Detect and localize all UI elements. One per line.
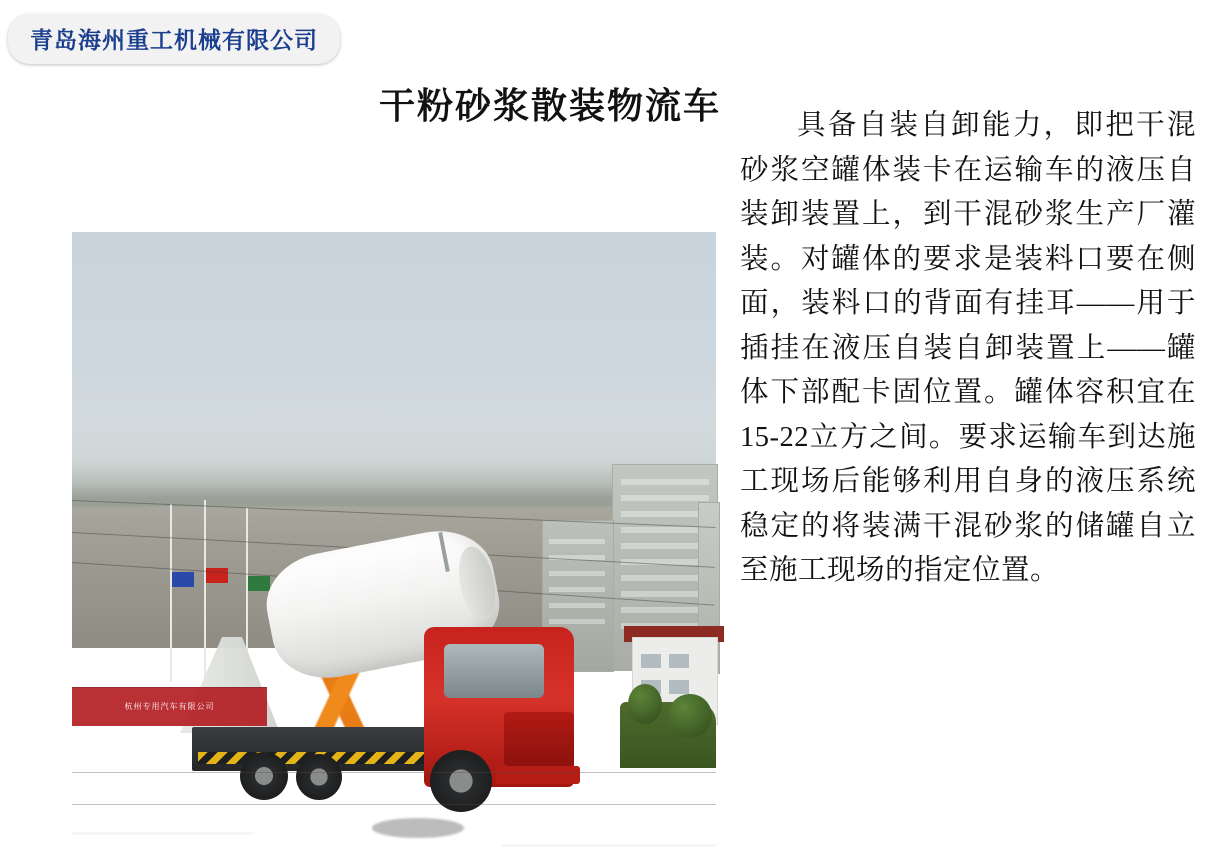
truck-wheel: [430, 750, 492, 812]
page-title: 干粉砂浆散装物流车: [378, 86, 721, 126]
truck-wheel: [296, 754, 342, 800]
truck-wheel: [240, 752, 288, 800]
tree-shrub: [628, 684, 662, 724]
factory-banner: 杭州专用汽车有限公司: [72, 687, 267, 726]
truck-bumper: [496, 766, 580, 784]
flag-pole: [204, 500, 206, 682]
product-photo: [72, 232, 716, 711]
truck-windshield: [444, 644, 544, 698]
company-name-badge: 青岛海州重工机械有限公司: [8, 14, 340, 64]
description-paragraph: 具备自装自卸能力，即把干混砂浆空罐体装卡在运输车的液压自装卸装置上，到干混砂浆生产厂灌装。对罐体的要求是装料口要在侧面，装料口的背面有挂耳——用于插挂在液压自装自卸装置上——罐体下部配卡固位置。罐体容积宜在15-22立方之间。要求运输车到达施工现场后能够利用自身的液压系统稳定的将装满干混砂浆的储罐自立至施工现场的指定位置。: [740, 110, 1196, 586]
truck-grill: [504, 712, 574, 766]
wet-patch: [372, 818, 464, 838]
tree-shrub: [668, 694, 712, 738]
flag-pole: [170, 504, 172, 682]
photo-canvas: [72, 232, 716, 711]
flag-green: [248, 576, 270, 591]
flag-blue: [172, 572, 194, 587]
